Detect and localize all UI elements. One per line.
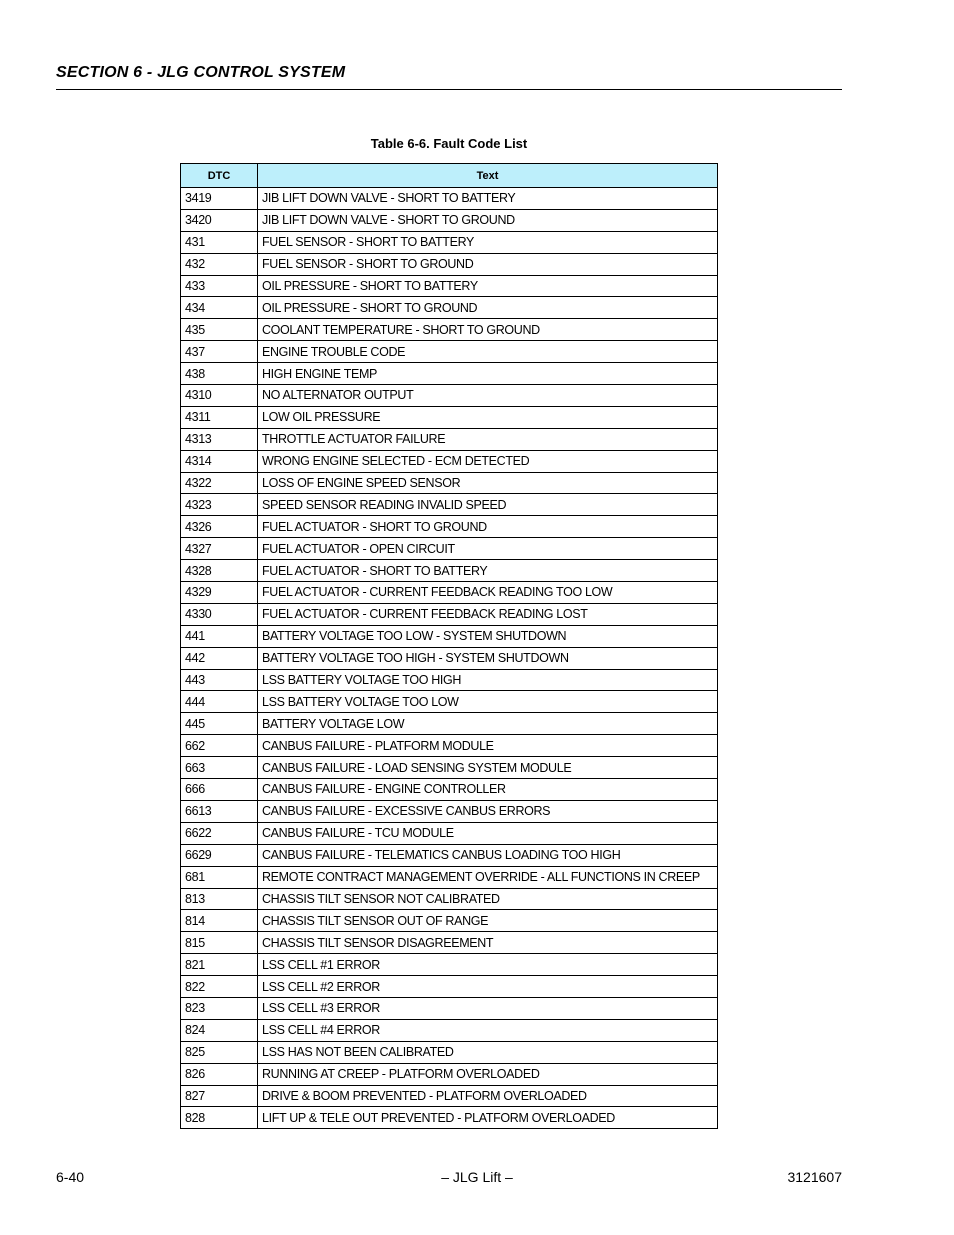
dtc-cell: 4314: [181, 450, 258, 472]
fault-text-cell: THROTTLE ACTUATOR FAILURE: [258, 428, 718, 450]
dtc-cell: 431: [181, 231, 258, 253]
fault-text-cell: DRIVE & BOOM PREVENTED - PLATFORM OVERLOADED: [258, 1085, 718, 1107]
fault-text-cell: BATTERY VOLTAGE TOO HIGH - SYSTEM SHUTDOWN: [258, 647, 718, 669]
dtc-cell: 432: [181, 253, 258, 275]
dtc-cell: 681: [181, 866, 258, 888]
fault-text-cell: FUEL SENSOR - SHORT TO GROUND: [258, 253, 718, 275]
dtc-cell: 666: [181, 779, 258, 801]
dtc-cell: 823: [181, 997, 258, 1019]
dtc-cell: 4326: [181, 516, 258, 538]
table-row: [181, 188, 718, 210]
dtc-cell: 435: [181, 319, 258, 341]
table-row: [181, 779, 718, 801]
table-row: [181, 932, 718, 954]
dtc-cell: 438: [181, 363, 258, 385]
dtc-cell: 815: [181, 932, 258, 954]
dtc-cell: 6622: [181, 822, 258, 844]
dtc-cell: 433: [181, 275, 258, 297]
table-row: [181, 603, 718, 625]
table-row: [181, 494, 718, 516]
section-title: SECTION 6 - JLG CONTROL SYSTEM: [56, 64, 346, 81]
column-header-text: Text: [258, 164, 718, 188]
dtc-cell: 4328: [181, 560, 258, 582]
table-row: [181, 1085, 718, 1107]
fault-text-cell: WRONG ENGINE SELECTED - ECM DETECTED: [258, 450, 718, 472]
table-row: [181, 275, 718, 297]
table-row: [181, 1107, 718, 1129]
fault-text-cell: SPEED SENSOR READING INVALID SPEED: [258, 494, 718, 516]
table-row: [181, 888, 718, 910]
fault-text-cell: CHASSIS TILT SENSOR OUT OF RANGE: [258, 910, 718, 932]
dtc-cell: 4323: [181, 494, 258, 516]
fault-text-cell: LSS HAS NOT BEEN CALIBRATED: [258, 1041, 718, 1063]
table-row: [181, 209, 718, 231]
fault-text-cell: NO ALTERNATOR OUTPUT: [258, 385, 718, 407]
table-row: [181, 472, 718, 494]
page-number: 6-40: [56, 1169, 85, 1185]
footer-center-text: – JLG Lift –: [441, 1169, 513, 1185]
fault-text-cell: LSS CELL #4 ERROR: [258, 1019, 718, 1041]
fault-text-cell: FUEL SENSOR - SHORT TO BATTERY: [258, 231, 718, 253]
dtc-cell: 4313: [181, 428, 258, 450]
header-rule: [56, 89, 842, 90]
table-row: [181, 253, 718, 275]
table-row: [181, 450, 718, 472]
dtc-cell: 442: [181, 647, 258, 669]
dtc-cell: 444: [181, 691, 258, 713]
table-row: [181, 538, 718, 560]
fault-text-cell: FUEL ACTUATOR - SHORT TO BATTERY: [258, 560, 718, 582]
fault-text-cell: BATTERY VOLTAGE LOW: [258, 713, 718, 735]
dtc-cell: 6613: [181, 800, 258, 822]
dtc-cell: 437: [181, 341, 258, 363]
table-row: [181, 341, 718, 363]
dtc-cell: 434: [181, 297, 258, 319]
dtc-cell: 824: [181, 1019, 258, 1041]
fault-text-cell: COOLANT TEMPERATURE - SHORT TO GROUND: [258, 319, 718, 341]
dtc-cell: 662: [181, 735, 258, 757]
table-row: [181, 669, 718, 691]
fault-text-cell: LSS CELL #2 ERROR: [258, 976, 718, 998]
fault-text-cell: FUEL ACTUATOR - CURRENT FEEDBACK READING LOST: [258, 603, 718, 625]
table-row: [181, 231, 718, 253]
fault-text-cell: CHASSIS TILT SENSOR DISAGREEMENT: [258, 932, 718, 954]
dtc-cell: 663: [181, 757, 258, 779]
fault-text-cell: CANBUS FAILURE - TELEMATICS CANBUS LOADING TOO HIGH: [258, 844, 718, 866]
column-header-dtc: DTC: [181, 164, 258, 188]
fault-text-cell: CHASSIS TILT SENSOR NOT CALIBRATED: [258, 888, 718, 910]
fault-text-cell: LSS BATTERY VOLTAGE TOO HIGH: [258, 669, 718, 691]
table-row: [181, 691, 718, 713]
fault-text-cell: JIB LIFT DOWN VALVE - SHORT TO BATTERY: [258, 188, 718, 210]
table-row: [181, 954, 718, 976]
table-row: [181, 560, 718, 582]
table-row: [181, 1019, 718, 1041]
table-body: [181, 188, 718, 1129]
fault-text-cell: ENGINE TROUBLE CODE: [258, 341, 718, 363]
dtc-cell: 3419: [181, 188, 258, 210]
table-row: [181, 976, 718, 998]
dtc-cell: 4327: [181, 538, 258, 560]
table-row: [181, 735, 718, 757]
table-title: Table 6-6. Fault Code List: [370, 136, 528, 151]
dtc-cell: 443: [181, 669, 258, 691]
fault-text-cell: OIL PRESSURE - SHORT TO GROUND: [258, 297, 718, 319]
dtc-cell: 814: [181, 910, 258, 932]
fault-text-cell: BATTERY VOLTAGE TOO LOW - SYSTEM SHUTDOWN: [258, 625, 718, 647]
dtc-cell: 4310: [181, 385, 258, 407]
fault-code-table: [180, 163, 718, 1129]
dtc-cell: 445: [181, 713, 258, 735]
fault-text-cell: CANBUS FAILURE - LOAD SENSING SYSTEM MODULE: [258, 757, 718, 779]
dtc-cell: 4329: [181, 582, 258, 604]
table-row: [181, 822, 718, 844]
table-row: [181, 406, 718, 428]
table-row: [181, 647, 718, 669]
fault-text-cell: LSS CELL #3 ERROR: [258, 997, 718, 1019]
table-row: [181, 997, 718, 1019]
dtc-cell: 441: [181, 625, 258, 647]
dtc-cell: 828: [181, 1107, 258, 1129]
table-row: [181, 1041, 718, 1063]
fault-text-cell: OIL PRESSURE - SHORT TO BATTERY: [258, 275, 718, 297]
table-row: [181, 713, 718, 735]
fault-text-cell: CANBUS FAILURE - EXCESSIVE CANBUS ERRORS: [258, 800, 718, 822]
dtc-cell: 826: [181, 1063, 258, 1085]
table-row: [181, 757, 718, 779]
dtc-cell: 813: [181, 888, 258, 910]
dtc-cell: 6629: [181, 844, 258, 866]
table-row: [181, 866, 718, 888]
table-row: [181, 1063, 718, 1085]
fault-text-cell: FUEL ACTUATOR - OPEN CIRCUIT: [258, 538, 718, 560]
table-row: [181, 910, 718, 932]
fault-text-cell: HIGH ENGINE TEMP: [258, 363, 718, 385]
table-row: [181, 385, 718, 407]
table-row: [181, 625, 718, 647]
fault-text-cell: LOW OIL PRESSURE: [258, 406, 718, 428]
table-row: [181, 516, 718, 538]
fault-text-cell: RUNNING AT CREEP - PLATFORM OVERLOADED: [258, 1063, 718, 1085]
table-row: [181, 582, 718, 604]
document-number: 3121607: [787, 1169, 842, 1185]
fault-text-cell: LSS CELL #1 ERROR: [258, 954, 718, 976]
fault-text-cell: FUEL ACTUATOR - SHORT TO GROUND: [258, 516, 718, 538]
dtc-cell: 4311: [181, 406, 258, 428]
fault-text-cell: LSS BATTERY VOLTAGE TOO LOW: [258, 691, 718, 713]
fault-text-cell: FUEL ACTUATOR - CURRENT FEEDBACK READING TOO LOW: [258, 582, 718, 604]
dtc-cell: 825: [181, 1041, 258, 1063]
fault-text-cell: LIFT UP & TELE OUT PREVENTED - PLATFORM OVERLOADED: [258, 1107, 718, 1129]
fault-text-cell: CANBUS FAILURE - TCU MODULE: [258, 822, 718, 844]
table-row: [181, 844, 718, 866]
dtc-cell: 822: [181, 976, 258, 998]
fault-text-cell: JIB LIFT DOWN VALVE - SHORT TO GROUND: [258, 209, 718, 231]
table-row: [181, 363, 718, 385]
table-row: [181, 800, 718, 822]
table-row: [181, 297, 718, 319]
dtc-cell: 3420: [181, 209, 258, 231]
dtc-cell: 4322: [181, 472, 258, 494]
table-row: [181, 319, 718, 341]
dtc-cell: 821: [181, 954, 258, 976]
fault-text-cell: CANBUS FAILURE - ENGINE CONTROLLER: [258, 779, 718, 801]
fault-text-cell: CANBUS FAILURE - PLATFORM MODULE: [258, 735, 718, 757]
dtc-cell: 827: [181, 1085, 258, 1107]
fault-text-cell: LOSS OF ENGINE SPEED SENSOR: [258, 472, 718, 494]
dtc-cell: 4330: [181, 603, 258, 625]
table-row: [181, 428, 718, 450]
fault-text-cell: REMOTE CONTRACT MANAGEMENT OVERRIDE - ALL FUNCTIONS IN CREEP: [258, 866, 718, 888]
table-header-row: [181, 164, 718, 188]
